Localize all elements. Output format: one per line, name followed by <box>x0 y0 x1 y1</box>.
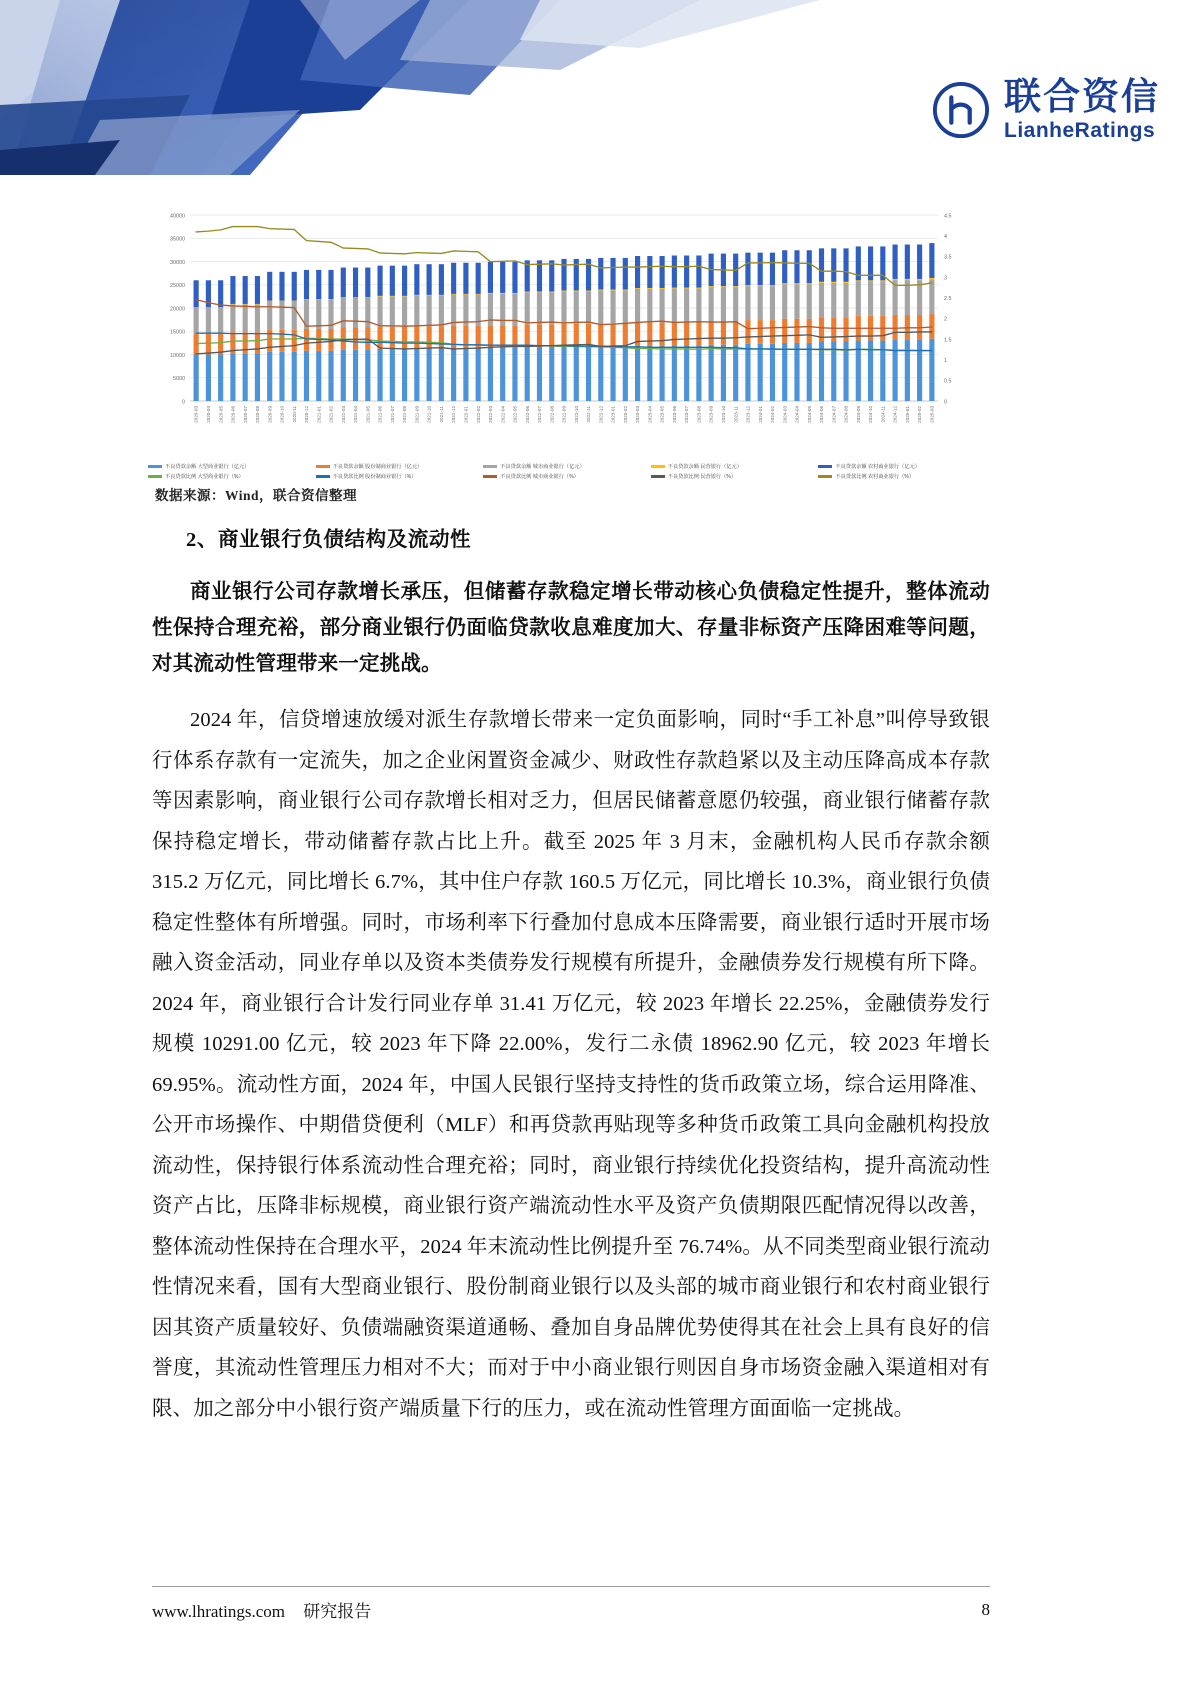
legend-item-line-4 <box>818 473 986 480</box>
legend-label: 不良贷款比例 城市商业银行（%） <box>500 474 579 480</box>
svg-text:2020-09: 2020-09 <box>267 406 273 423</box>
svg-text:2020-03: 2020-03 <box>193 406 199 423</box>
legend-swatch-icon <box>818 475 832 478</box>
svg-text:2022-10: 2022-10 <box>573 406 579 423</box>
svg-text:2023-06: 2023-06 <box>671 406 677 423</box>
chart-legend <box>148 463 986 483</box>
legend-swatch-icon <box>483 475 497 478</box>
svg-text:2024-05: 2024-05 <box>806 406 812 423</box>
legend-label: 不良贷款比例 大型商业银行（%） <box>165 474 244 480</box>
svg-text:2022-04: 2022-04 <box>500 406 506 423</box>
svg-text:2021-05: 2021-05 <box>365 406 371 423</box>
svg-text:2021-03: 2021-03 <box>340 406 346 423</box>
svg-text:2021-10: 2021-10 <box>426 406 432 423</box>
svg-text:2020-05: 2020-05 <box>218 406 224 423</box>
svg-text:3: 3 <box>944 275 947 282</box>
legend-label: 不良贷款余额 股份制商业银行（亿元） <box>332 464 423 470</box>
svg-text:2024-10: 2024-10 <box>868 406 874 423</box>
footer-url[interactable]: www.lhratings.com <box>152 1602 285 1621</box>
logo-title-cn: 联合资信 <box>1004 76 1160 117</box>
svg-text:2022-12: 2022-12 <box>598 406 604 423</box>
svg-text:35000: 35000 <box>170 236 185 243</box>
legend-item-bar-0 <box>148 463 316 470</box>
section-body-paragraph: 2024 年，信贷增速放缓对派生存款增长带来一定负面影响，同时“手工补息”叫停导致银行体系存款有一定流失，加之企业闲置资金减少、财政性存款趋紧以及主动压降高成本存款等因素影响，商业银行公司存款增长相对乏力，但居民储蓄意愿仍较强，商业银行储蓄存款保持稳定增长，带动储蓄存款占比上升。截至 2025 年 3 月末，金融机构人民币存款余额 315.2 万亿元，同比增长 6.7%，其中住户存款 160.5 万亿元，同比增长 10.3%，商业银行负债稳定性整体有所增强。同时，市场利率下行叠加付息成本压降需要，商业银行适时开展市场融入资金活动，同业存单以及资本类债券发行规模有所提升，金融债券发行规模有所下降。2024 年，商业银行合计发行同业存单 31.41 万亿元，较 2023 年增长 22.25%，金融债券发行规模 10291.00 亿元，较 2023 年下降 22.00%，发行二永债 18962.90 亿元，较 2023 年增长 69.95%。流动性方面，2024 年，中国人民银行坚持支持性的货币政策立场，综合运用降准、公开市场操作、中期借贷便利（MLF）和再贷款再贴现等多种货币政策工具向金融机构投放流动性，保持银行体系流动性合理充裕；同时，商业银行持续优化投资结构，提升高流动性资产占比，压降非标规模，商业银行资产端流动性水平及资产负债期限匹配情况得以改善，整体流动性保持在合理水平，2024 年末流动性比例提升至 76.74%。从不同类型商业银行流动性情况来看，国有大型商业银行、股份制商业银行以及头部的城市商业银行和农村商业银行因其资产质量较好、负债端融资渠道通畅、叠加自身品牌优势使得其在社会上具有良好的信誉度，其流动性管理压力相对不大；而对于中小商业银行则因自身市场资金融入渠道相对有限、加之部分中小银行资产端质量下行的压力，或在流动性管理方面面临一定挑战。 <box>152 709 990 1420</box>
svg-text:1: 1 <box>944 358 947 365</box>
svg-text:2025-02: 2025-02 <box>917 406 923 423</box>
svg-text:2022-01: 2022-01 <box>463 406 469 423</box>
svg-text:0: 0 <box>944 399 947 406</box>
legend-item-bar-4 <box>818 463 986 470</box>
svg-text:2024-03: 2024-03 <box>782 406 788 423</box>
chart-legend-row-lines <box>148 473 986 480</box>
svg-text:2021-02: 2021-02 <box>328 406 334 423</box>
svg-text:2023-09: 2023-09 <box>708 406 714 423</box>
svg-text:2021-04: 2021-04 <box>353 406 359 423</box>
footer-report-label: 研究报告 <box>303 1602 372 1621</box>
svg-text:2022-07: 2022-07 <box>537 406 543 423</box>
legend-item-bar-1 <box>316 463 484 470</box>
legend-item-bar-3 <box>651 463 819 470</box>
svg-text:2020-10: 2020-10 <box>279 406 285 423</box>
svg-text:2021-12: 2021-12 <box>451 406 457 423</box>
svg-text:2.5: 2.5 <box>944 296 952 303</box>
svg-text:2: 2 <box>944 316 947 323</box>
svg-text:2024-02: 2024-02 <box>770 406 776 423</box>
svg-text:40000: 40000 <box>170 213 185 220</box>
chart-source-note: 数据来源：Wind，联合资信整理 <box>155 488 358 503</box>
svg-text:2020-04: 2020-04 <box>205 406 211 423</box>
section-heading: 2、商业银行负债结构及流动性 <box>186 529 472 551</box>
lianhe-monogram-icon <box>932 81 990 139</box>
chart-legend-row-bars <box>148 463 986 470</box>
svg-text:0.5: 0.5 <box>944 378 952 385</box>
svg-text:15000: 15000 <box>170 329 185 336</box>
svg-text:2024-06: 2024-06 <box>819 406 825 423</box>
svg-text:1.5: 1.5 <box>944 337 952 344</box>
footer-page-number: 8 <box>981 1599 990 1619</box>
legend-label: 不良贷款比例 民营银行（%） <box>667 474 737 480</box>
svg-text:2021-07: 2021-07 <box>389 406 395 423</box>
legend-label: 不良贷款比例 农村商业银行（%） <box>835 474 915 480</box>
svg-text:2023-10: 2023-10 <box>721 406 727 423</box>
svg-text:2024-04: 2024-04 <box>794 406 800 423</box>
svg-text:2022-11: 2022-11 <box>586 406 592 423</box>
svg-text:2021-11: 2021-11 <box>438 406 444 423</box>
svg-text:2021-08: 2021-08 <box>402 406 408 423</box>
svg-text:2020-07: 2020-07 <box>242 406 248 423</box>
svg-text:2024-07: 2024-07 <box>831 406 837 423</box>
legend-swatch-icon <box>148 475 162 478</box>
svg-text:2021-09: 2021-09 <box>414 406 420 423</box>
legend-item-line-3 <box>651 473 819 480</box>
svg-text:2021-06: 2021-06 <box>377 406 383 423</box>
svg-text:2024-11: 2024-11 <box>880 406 886 423</box>
svg-text:2023-08: 2023-08 <box>696 406 702 423</box>
svg-text:4: 4 <box>944 234 947 241</box>
svg-text:4.5: 4.5 <box>944 213 952 220</box>
legend-item-line-1 <box>316 473 484 480</box>
legend-swatch-icon <box>483 465 497 468</box>
svg-text:2020-11: 2020-11 <box>291 406 297 423</box>
svg-text:0: 0 <box>182 399 185 406</box>
legend-swatch-icon <box>818 465 832 468</box>
svg-text:2020-06: 2020-06 <box>230 406 236 423</box>
svg-text:2024-09: 2024-09 <box>855 406 861 423</box>
footer-left <box>152 1597 371 1622</box>
svg-text:2023-11: 2023-11 <box>733 406 739 423</box>
svg-text:2022-03: 2022-03 <box>488 406 494 423</box>
svg-text:2024-08: 2024-08 <box>843 406 849 423</box>
svg-text:20000: 20000 <box>170 306 185 313</box>
svg-text:2025-01: 2025-01 <box>904 406 910 423</box>
svg-text:25000: 25000 <box>170 283 185 290</box>
legend-item-bar-2 <box>483 463 651 470</box>
svg-text:2023-01: 2023-01 <box>610 406 616 423</box>
svg-text:2022-09: 2022-09 <box>561 406 567 423</box>
svg-text:2022-08: 2022-08 <box>549 406 555 423</box>
legend-swatch-icon <box>651 465 665 468</box>
svg-text:2023-03: 2023-03 <box>635 406 641 423</box>
svg-text:2022-02: 2022-02 <box>475 406 481 423</box>
svg-text:2023-07: 2023-07 <box>684 406 690 423</box>
svg-text:5000: 5000 <box>173 376 185 383</box>
svg-text:2024-01: 2024-01 <box>757 406 763 423</box>
legend-swatch-icon <box>316 475 330 478</box>
legend-label: 不良贷款余额 大型商业银行（亿元） <box>165 464 250 470</box>
legend-item-line-0 <box>148 473 316 480</box>
brand-logo <box>932 78 1160 141</box>
legend-item-line-2 <box>483 473 651 480</box>
section-lead-paragraph: 商业银行公司存款增长承压，但储蓄存款稳定增长带动核心负债稳定性提升，整体流动性保持合理充裕，部分商业银行仍面临贷款收息难度加大、存量非标资产压降困难等问题，对其流动性管理带来一定挑战。 <box>152 581 990 675</box>
svg-text:2021-01: 2021-01 <box>316 406 322 423</box>
svg-text:30000: 30000 <box>170 259 185 266</box>
article-content <box>152 522 990 1429</box>
npl-chart <box>148 205 986 503</box>
legend-label: 不良贷款余额 民营银行（亿元） <box>667 464 742 470</box>
svg-text:2022-06: 2022-06 <box>524 406 530 423</box>
footer-divider <box>152 1586 990 1587</box>
npl-chart-canvas <box>148 205 986 503</box>
legend-label: 不良贷款余额 城市商业银行（亿元） <box>500 464 585 470</box>
svg-text:2020-08: 2020-08 <box>255 406 261 423</box>
svg-text:2023-12: 2023-12 <box>745 406 751 423</box>
svg-text:2023-04: 2023-04 <box>647 406 653 423</box>
svg-text:2025-03: 2025-03 <box>929 406 935 423</box>
svg-text:2023-02: 2023-02 <box>622 406 628 423</box>
legend-swatch-icon <box>148 465 162 468</box>
svg-text:2022-05: 2022-05 <box>512 406 518 423</box>
svg-text:2020-12: 2020-12 <box>304 406 310 423</box>
logo-title-en: LianheRatings <box>1004 119 1156 142</box>
page-footer <box>152 1597 990 1622</box>
svg-text:10000: 10000 <box>170 352 185 359</box>
legend-swatch-icon <box>316 465 330 468</box>
svg-text:3.5: 3.5 <box>944 254 952 261</box>
legend-label: 不良贷款余额 农村商业银行（亿元） <box>835 464 920 470</box>
legend-swatch-icon <box>651 475 665 478</box>
svg-text:2024-12: 2024-12 <box>892 406 898 423</box>
legend-label: 不良贷款比例 股份制商业银行（%） <box>332 474 417 480</box>
svg-text:2023-05: 2023-05 <box>659 406 665 423</box>
